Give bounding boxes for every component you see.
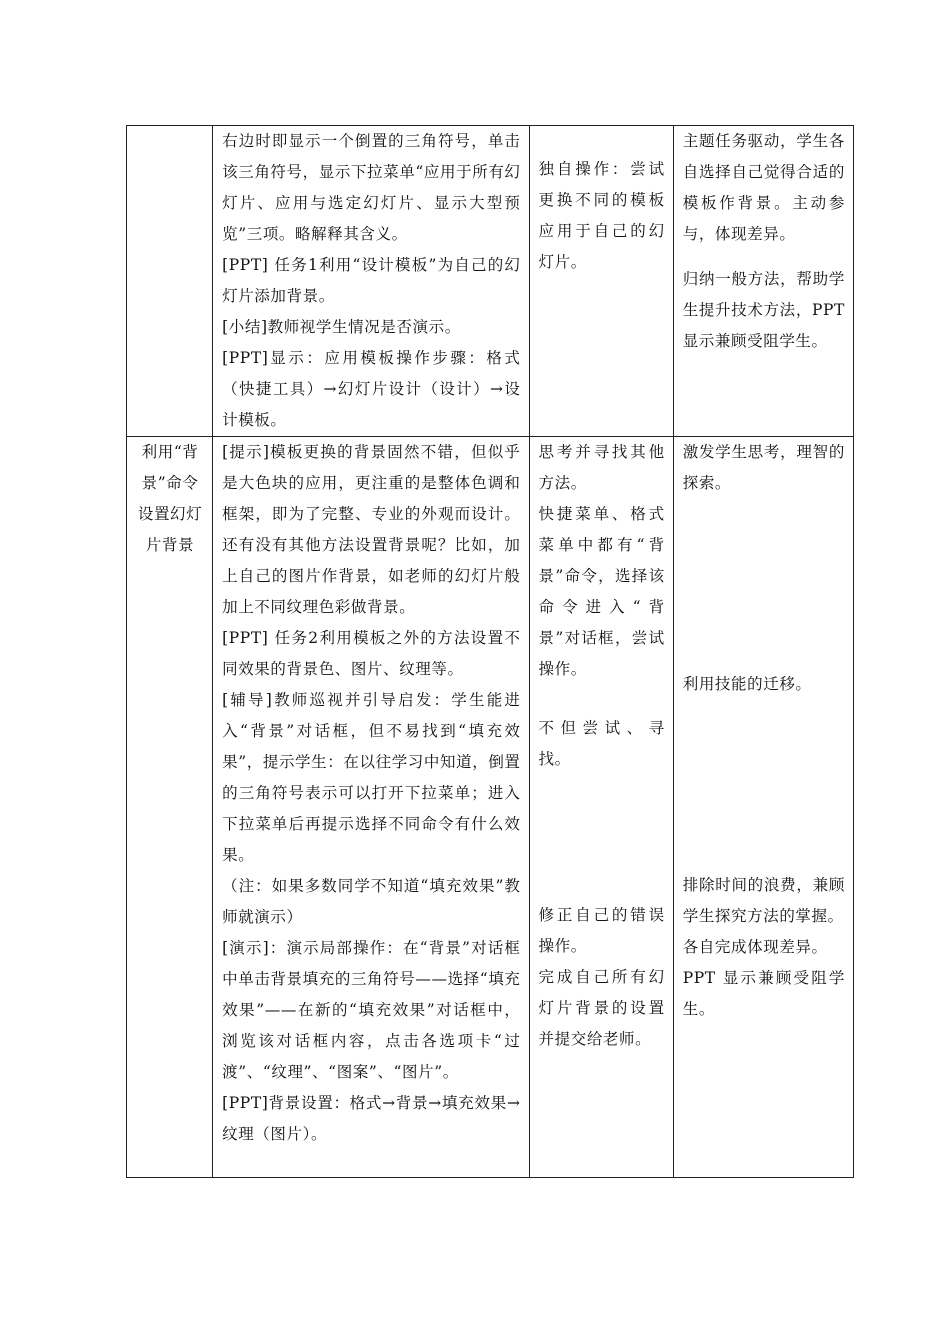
teacher-paragraph: [PPT] 任务1利用“设计模板”为自己的幻灯片添加背景。 [222,256,521,305]
student-paragraph: 修正自己的错误操作。 [538,906,665,955]
teacher-paragraph: [辅导]教师巡视并引导启发：学生能进入“背景”对话框，但不易找到“填充效果”，提示学生：在以往学习中知道，倒置的三角符号表示可以打开下拉菜单；进入下拉菜单后再提示选择不同命令有什么效果。 [222,691,521,864]
intent-paragraph: 利用技能的迁移。 [682,675,812,693]
teacher-paragraph: [提示]模板更换的背景固然不错，但似乎是大色块的应用，更注重的是整体色调和框架，即为了完整、专业的外观而设计。还有没有其他方法设置背景呢？比如，加上自己的图片作背景，如老师的幻灯片般加上不同纹理色彩做背景。 [222,443,521,616]
teacher-activity-cell [213,437,529,1178]
table-row [127,437,854,1178]
topic-label: 利用“背景”命令设置幻灯片背景 [137,443,203,554]
intent-paragraph: 激发学生思考，理智的探索。 [682,443,845,492]
lesson-plan-table [126,125,854,1178]
teacher-paragraph: [PPT]显示：应用模板操作步骤：格式（快捷工具）→幻灯片设计（设计）→设计模板。 [222,349,521,429]
teacher-paragraph: （注：如果多数同学不知道“填充效果”教师就演示） [222,877,521,926]
student-paragraph: 完成自己所有幻灯片背景的设置并提交给老师。 [538,968,665,1048]
intent-paragraph: 各自完成体现差异。 [682,938,828,956]
teacher-activity-cell [213,126,529,437]
student-paragraph: 独自操作：尝试更换不同的模板应用于自己的幻灯片。 [538,160,665,271]
teacher-paragraph: [PPT] 任务2利用模板之外的方法设置不同效果的背景色、图片、纹理等。 [222,629,521,678]
intent-paragraph: 排除时间的浪费，兼顾学生探究方法的掌握。 [682,876,845,925]
student-paragraph: 不但尝试、寻找。 [538,719,665,768]
design-intent-cell [673,437,853,1178]
topic-cell [127,437,213,1178]
table-row [127,126,854,437]
student-activity-cell [529,126,673,437]
student-paragraph: 思考并寻找其他方法。 [538,443,665,492]
student-activity-cell [529,437,673,1178]
intent-paragraph: PPT 显示兼顾受阻学生。 [682,969,845,1018]
topic-cell [127,126,213,437]
intent-paragraph: 归纳一般方法，帮助学生提升技术方法，PPT 显示兼顾受阻学生。 [682,270,845,350]
intent-paragraph: 主题任务驱动，学生各自选择自己觉得合适的模板作背景。主动参与，体现差异。 [682,132,845,243]
teacher-paragraph: [小结]教师视学生情况是否演示。 [222,318,461,336]
design-intent-cell [673,126,853,437]
teacher-paragraph: [PPT]背景设置：格式→背景→填充效果→纹理（图片）。 [222,1094,521,1143]
teacher-paragraph: 右边时即显示一个倒置的三角符号，单击该三角符号，显示下拉菜单“应用于所有幻灯片、应用与选定幻灯片、显示大型预览”三项。略解释其含义。 [222,132,521,243]
student-paragraph: 快捷菜单、格式菜单中都有“背景”命令，选择该命令进入“背景”对话框，尝试操作。 [538,505,665,678]
teacher-paragraph: [演示]：演示局部操作：在“背景”对话框中单击背景填充的三角符号——选择“填充效果”——在新的“填充效果”对话框中，浏览该对话框内容，点击各选项卡“过渡”、“纹理”、“图案”、“图片”。 [222,939,521,1081]
